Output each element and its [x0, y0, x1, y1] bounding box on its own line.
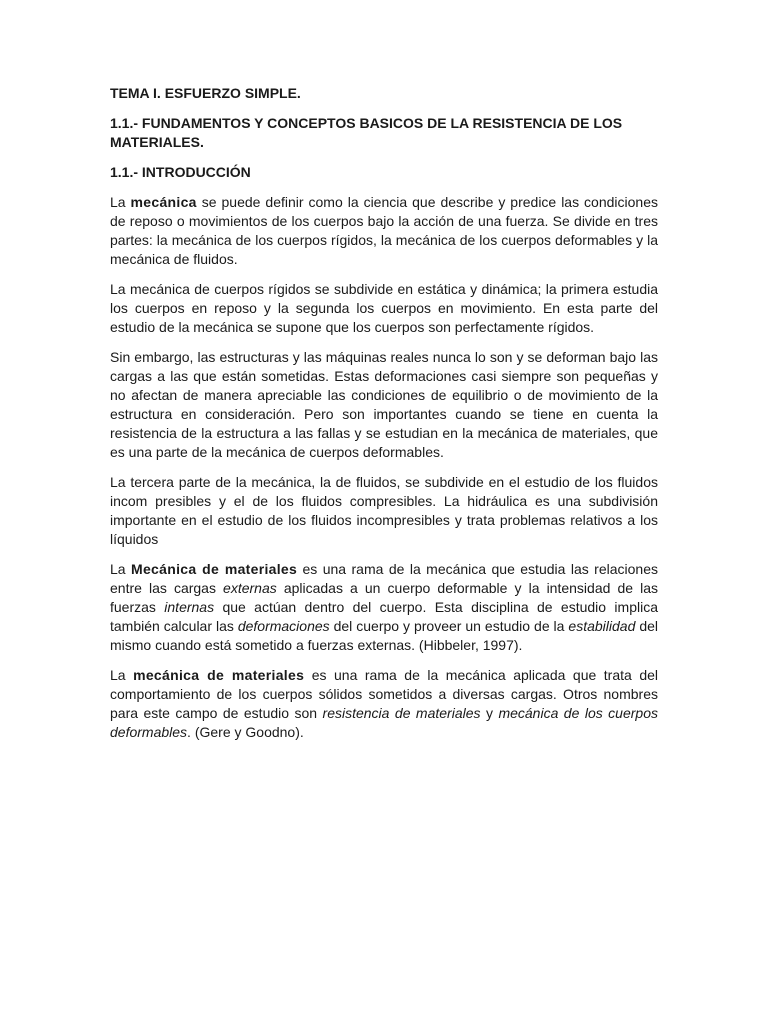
section-heading: 1.1.- FUNDAMENTOS Y CONCEPTOS BASICOS DE LA RESISTENCIA DE LOS MATERIALES. [110, 115, 623, 150]
paragraph-6: La mecánica de materiales es una rama de la mecánica aplicada que trata del comportamiento de los cuerpos sólidos sometidos a diversas cargas. Otros nombres para este campo de estudio son resistencia de materiales y mecánica de los cuerpos deformables. (Gere y Goodno). [110, 667, 658, 740]
term-mecanica: mecánica [130, 194, 197, 210]
document-page [110, 84, 658, 753]
paragraph-3: Sin embargo, las estructuras y las máquinas reales nunca lo son y se deforman bajo las cargas a las que están sometidas. Estas deformaciones casi siempre son pequeñas y no afectan de manera apreciable las condiciones de equilibrio o de movimiento de la estructura en consideración. Pero son importantes cuando se tiene en cuenta la resistencia de la estructura a las fallas y se estudian en la mecánica de materiales, que es una parte de la mecánica de cuerpos deformables. [110, 349, 658, 460]
subsection-heading: 1.1.- INTRODUCCIÓN [110, 164, 251, 180]
term-mecanica-de-materiales-2: mecánica de materiales [133, 667, 305, 683]
paragraph-5: La Mecánica de materiales es una rama de la mecánica que estudia las relaciones entre las cargas externas aplicadas a un cuerpo deformable y la intensidad de las fuerzas internas que actúan dentro del cuerpo. Esta disciplina de estudio implica también calcular las deformaciones del cuerpo y proveer un estudio de la estabilidad del mismo cuando está sometido a fuerzas externas. (Hibbeler, 1997). [110, 561, 658, 653]
paragraph-2: La mecánica de cuerpos rígidos se subdivide en estática y dinámica; la primera estudia los cuerpos en reposo y la segunda los cuerpos en movimiento. En esta parte del estudio de la mecánica se supone que los cuerpos son perfectamente rígidos. [110, 281, 658, 335]
paragraph-1: La mecánica se puede definir como la ciencia que describe y predice las condiciones de reposo o movimientos de los cuerpos bajo la acción de una fuerza. Se divide en tres partes: la mecánica de los cuerpos rígidos, la mecánica de los cuerpos deformables y la mecánica de fluidos. [110, 194, 658, 267]
paragraph-4: La tercera parte de la mecánica, la de fluidos, se subdivide en el estudio de los fluidos incom presibles y el de los fluidos compresibles. La hidráulica es una subdivisión importante en el estudio de los fluidos incompresibles y trata problemas relativos a los líquidos [110, 474, 658, 547]
document-title: TEMA I. ESFUERZO SIMPLE. [110, 85, 301, 101]
term-mecanica-de-materiales: Mecánica de materiales [131, 561, 298, 577]
